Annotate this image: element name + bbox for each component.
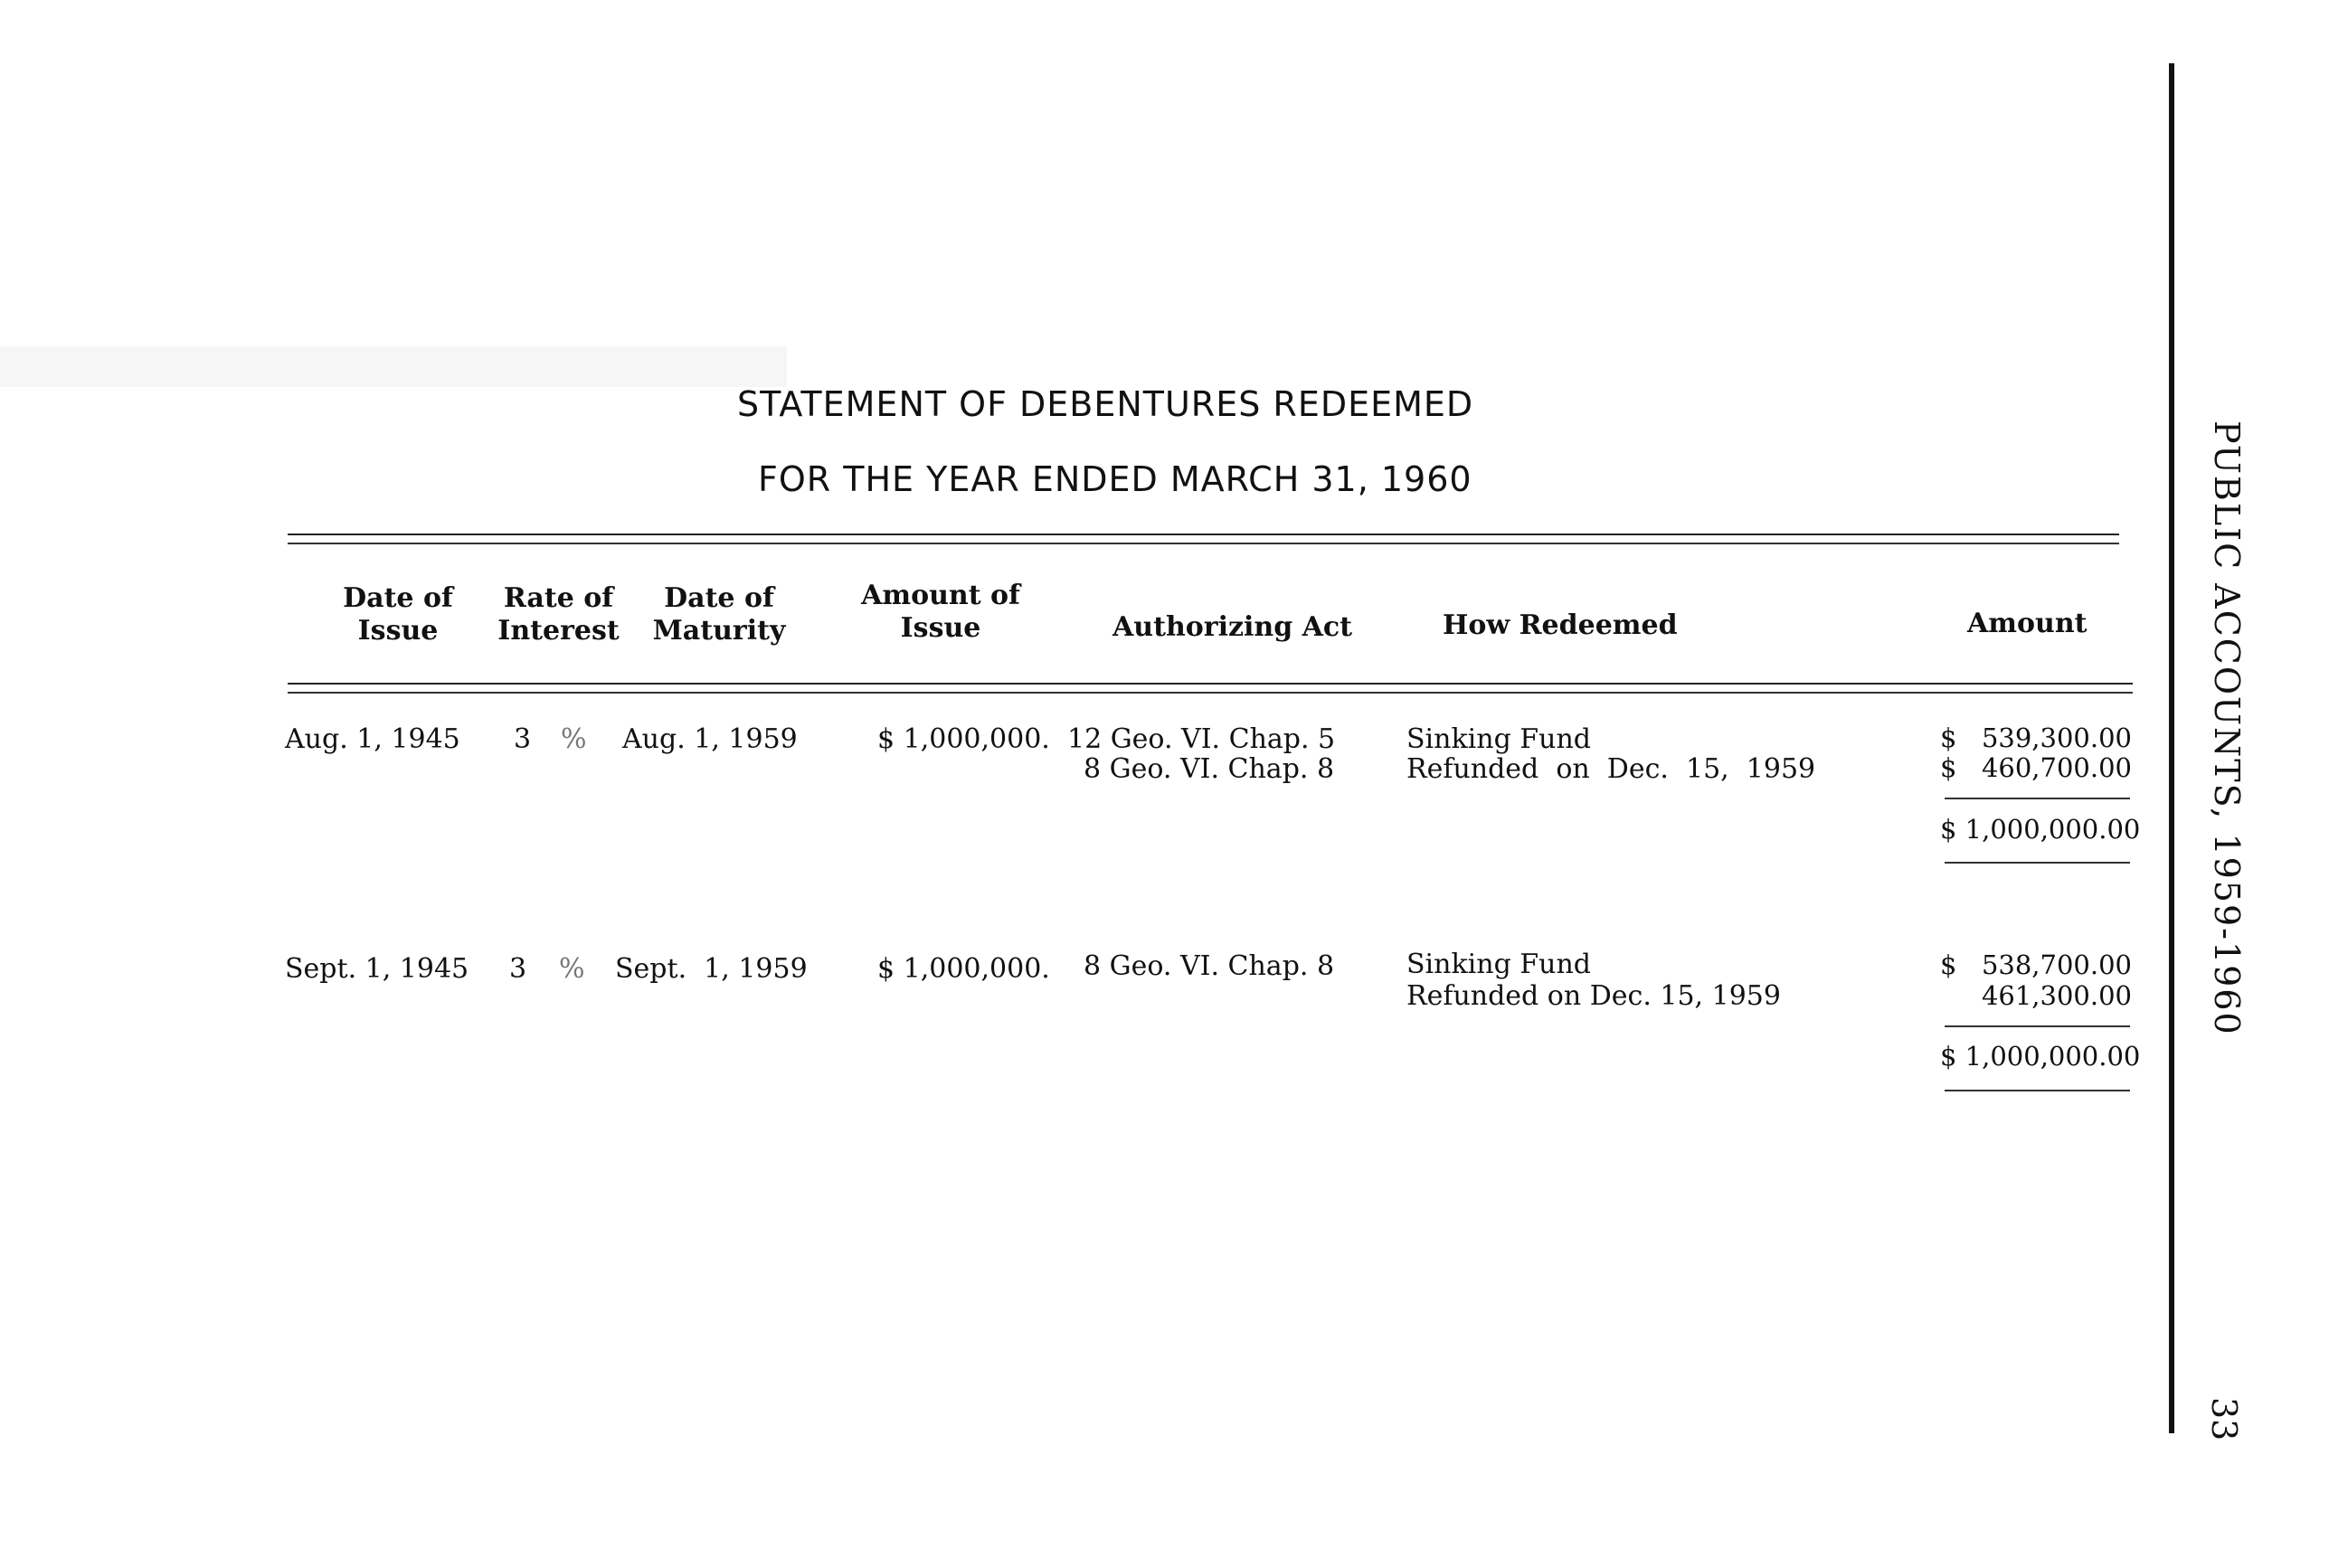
row2-redeemed-1: Sinking Fund bbox=[1406, 949, 1591, 980]
page-number: 33 bbox=[2204, 1397, 2244, 1441]
row2-amount-1: 538,700.00 bbox=[1981, 949, 2132, 980]
header-rule-top-1 bbox=[288, 534, 2119, 535]
row1-amount-2: 460,700.00 bbox=[1981, 752, 2132, 783]
header-rate-line2: Interest bbox=[497, 615, 620, 647]
row1-total: $ 1,000,000.00 bbox=[1940, 814, 2141, 845]
row1-amount-1-currency: $ bbox=[1940, 723, 1957, 753]
row2-total: $ 1,000,000.00 bbox=[1940, 1041, 2141, 1072]
row1-redeemed-1: Sinking Fund bbox=[1406, 723, 1591, 755]
row2-date-of-issue: Sept. 1, 1945 bbox=[285, 953, 469, 985]
header-rate-of-interest bbox=[493, 582, 624, 647]
header-amount: Amount bbox=[1967, 608, 2088, 639]
row1-amount-1: 539,300.00 bbox=[1981, 723, 2132, 753]
row1-act-2: 8 Geo. VI. Chap. 8 bbox=[1084, 753, 1335, 785]
header-amount-issue-line1: Amount of bbox=[861, 580, 1020, 611]
row2-amount-2: 461,300.00 bbox=[1981, 980, 2132, 1011]
header-authorizing-act: Authorizing Act bbox=[1112, 611, 1353, 643]
header-maturity-line2: Maturity bbox=[652, 615, 786, 647]
row1-percent: % bbox=[561, 723, 587, 755]
running-head: PUBLIC ACCOUNTS, 1959-1960 bbox=[2207, 420, 2247, 1036]
row2-rate: 3 bbox=[509, 953, 527, 985]
row1-subtotal-rule bbox=[1945, 798, 2130, 799]
row1-date-of-issue: Aug. 1, 1945 bbox=[285, 723, 460, 755]
row1-rate: 3 bbox=[514, 723, 532, 755]
header-rule-bottom-1 bbox=[288, 683, 2133, 685]
page-title: STATEMENT OF DEBENTURES REDEEMED bbox=[737, 384, 1474, 424]
row1-amount-of-issue: $ 1,000,000. bbox=[877, 723, 1050, 755]
row1-total-rule bbox=[1945, 862, 2130, 864]
header-date-of-maturity bbox=[647, 582, 791, 647]
row2-amount-1-currency: $ bbox=[1940, 949, 1957, 980]
row2-amount-of-issue: $ 1,000,000. bbox=[877, 953, 1050, 985]
header-amount-of-issue bbox=[859, 580, 1022, 645]
header-how-redeemed: How Redeemed bbox=[1443, 609, 1678, 641]
header-rule-bottom-2 bbox=[288, 692, 2133, 694]
header-date-of-issue-line1: Date of bbox=[343, 582, 453, 614]
row1-act-1: 12 Geo. VI. Chap. 5 bbox=[1067, 723, 1336, 755]
header-date-of-issue-line2: Issue bbox=[357, 615, 439, 647]
scan-shading bbox=[0, 346, 787, 387]
row1-maturity: Aug. 1, 1959 bbox=[622, 723, 798, 755]
header-rate-line1: Rate of bbox=[503, 582, 614, 614]
row2-act-1: 8 Geo. VI. Chap. 8 bbox=[1084, 950, 1335, 982]
row1-amount-2-currency: $ bbox=[1940, 752, 1957, 783]
row2-total-rule bbox=[1945, 1090, 2130, 1091]
margin-vertical-rule bbox=[2169, 63, 2174, 1433]
row2-percent: % bbox=[559, 953, 585, 985]
header-rule-top-2 bbox=[288, 543, 2119, 544]
row1-redeemed-2: Refunded on Dec. 15, 1959 bbox=[1406, 753, 1816, 785]
header-date-of-issue bbox=[326, 582, 470, 647]
row2-subtotal-rule bbox=[1945, 1025, 2130, 1027]
page-subtitle: FOR THE YEAR ENDED MARCH 31, 1960 bbox=[758, 459, 1472, 499]
row2-redeemed-2: Refunded on Dec. 15, 1959 bbox=[1406, 980, 1781, 1012]
row2-maturity: Sept. 1, 1959 bbox=[615, 953, 808, 985]
header-maturity-line1: Date of bbox=[664, 582, 774, 614]
header-amount-issue-line2: Issue bbox=[900, 612, 981, 644]
